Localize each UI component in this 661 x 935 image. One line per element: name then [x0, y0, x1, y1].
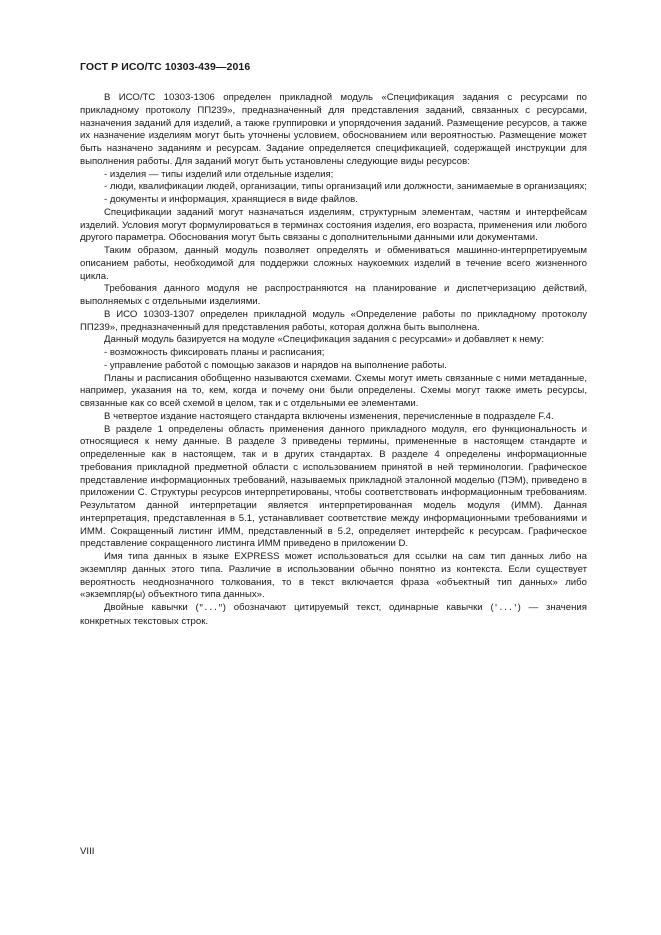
paragraph: В ИСО 10303-1307 определен прикладной модуль «Определение работы по прикладному протоколу ПП239», предназначенный для представления работы, которая должна быть выполнена.	[80, 308, 587, 333]
list-item: - изделия — типы изделий или отдельные изделия;	[104, 168, 334, 180]
paragraph: В разделе 1 определены область применения данного прикладного модуля, его функциональность и относящиеся к нему данные. В разделе 3 приведены термины, примененные в настоящем стандарте и определенные как в настоящем, так и в других стандартах. В разделе 4 определены информационные требования прикладной предметной области с использованием принятой в ней терминологии. Графическое представление информационных требований, называемых прикладной эталонной моделью (ПЭМ), приведено в приложении С. Структуры ресурсов интерпретированы, чтобы соответствовать информационным требованиям. Результатом данной интерпретации является интерпретированная модель модуля (ИММ). Данная интерпретация, представленная в 5.1, устанавливает соответствие между информационными требованиями и ИММ. Сокращенный листинг ИММ, представленный в 5.2, определяет интерфейс к ресурсам. Графическое представление сокращенного листинга ИММ приведено в приложении D.	[80, 423, 587, 550]
page-number: VIII	[80, 846, 95, 857]
paragraph: В ИСО/ТС 10303-1306 определен прикладной модуль «Спецификация задания с ресурсами по прикладному протоколу ПП239», предназначенный для представления заданий, связанных с ресурсами, назначения заданий для изделий, а также группировки и упорядочения заданий. Размещение ресурсов, а также их назначение изделиям могут быть уточнены условием, обоснованием или вероятностью. Размещение может быть назначено заданиям и ресурсам. Задание определяется спецификацией, содержащей инструкции для выполнения работы. Для заданий могут быть установлены следующие виды ресурсов:	[80, 92, 587, 167]
quotes-text-3: ) — значения конкретных текстовых строк.	[80, 602, 587, 627]
paragraph: Планы и расписания обобщенно называются схемами. Схемы могут иметь связанные с ними метаданные, например, указания на то, кем, когда и почему они были определены. Схемы могут также иметь ресурсы, связанные как со всей схемой в целом, так и с отдельными ее элементами.	[80, 372, 587, 409]
document-header: ГОСТ Р ИСО/ТС 10303-439—2016	[80, 61, 251, 73]
paragraph: Спецификации заданий могут назначаться изделиям, структурным элементам, частям и интерфейсам изделий. Условия могут формулироваться в терминах состояния изделия, его возраста, применения или любого другого параметра. Обоснования могут быть связаны с дополнительными данными или документами.	[80, 206, 587, 244]
paragraph: Таким образом, данный модуль позволяет определять и обмениваться машинно-интерпретируемым описанием работы, необходимой для поддержки сложных наукоемких изделий в течение всего жизненного цикла.	[80, 245, 587, 282]
list-item: - управление работой с помощью заказов и нарядов на выполнение работы.	[104, 359, 447, 371]
double-quotes-sample: "..."	[198, 604, 223, 613]
list-item: - возможность фиксировать планы и расписания;	[104, 347, 325, 358]
paragraph: Требования данного модуля не распространяются на планирование и диспетчеризацию действий, выполняемых с отдельными изделиями.	[80, 283, 587, 307]
list-item: - люди, квалификации людей, организации, типы организаций или должности, занимаемые в организациях;	[104, 181, 587, 193]
paragraph: Данный модуль базируется на модуле «Спецификация задания с ресурсами» и добавляет к нему:	[104, 334, 545, 346]
document-body	[80, 92, 587, 629]
paragraph-quotes	[80, 602, 587, 629]
list-item: - документы и информация, хранящиеся в виде файлов.	[104, 194, 358, 205]
quotes-text-1: Двойные кавычки (	[104, 602, 199, 613]
paragraph: Имя типа данных в языке EXPRESS может использоваться для ссылки на сам тип данных либо на экземпляр данных этого типа. Различие в использовании обычно понятно из контекста. Если существует вероятность неоднозначного толкования, то в текст включается фраза «объектный тип данных» либо «экземпляр(ы) объектного типа данных».	[80, 551, 587, 601]
quotes-text-2: ) обозначают цитируемый текст, одинарные кавычки (	[222, 602, 494, 613]
single-quotes-sample: '...'	[493, 604, 518, 613]
paragraph: В четвертое издание настоящего стандарта включены изменения, перечисленные в подразделе F.4.	[104, 410, 554, 422]
